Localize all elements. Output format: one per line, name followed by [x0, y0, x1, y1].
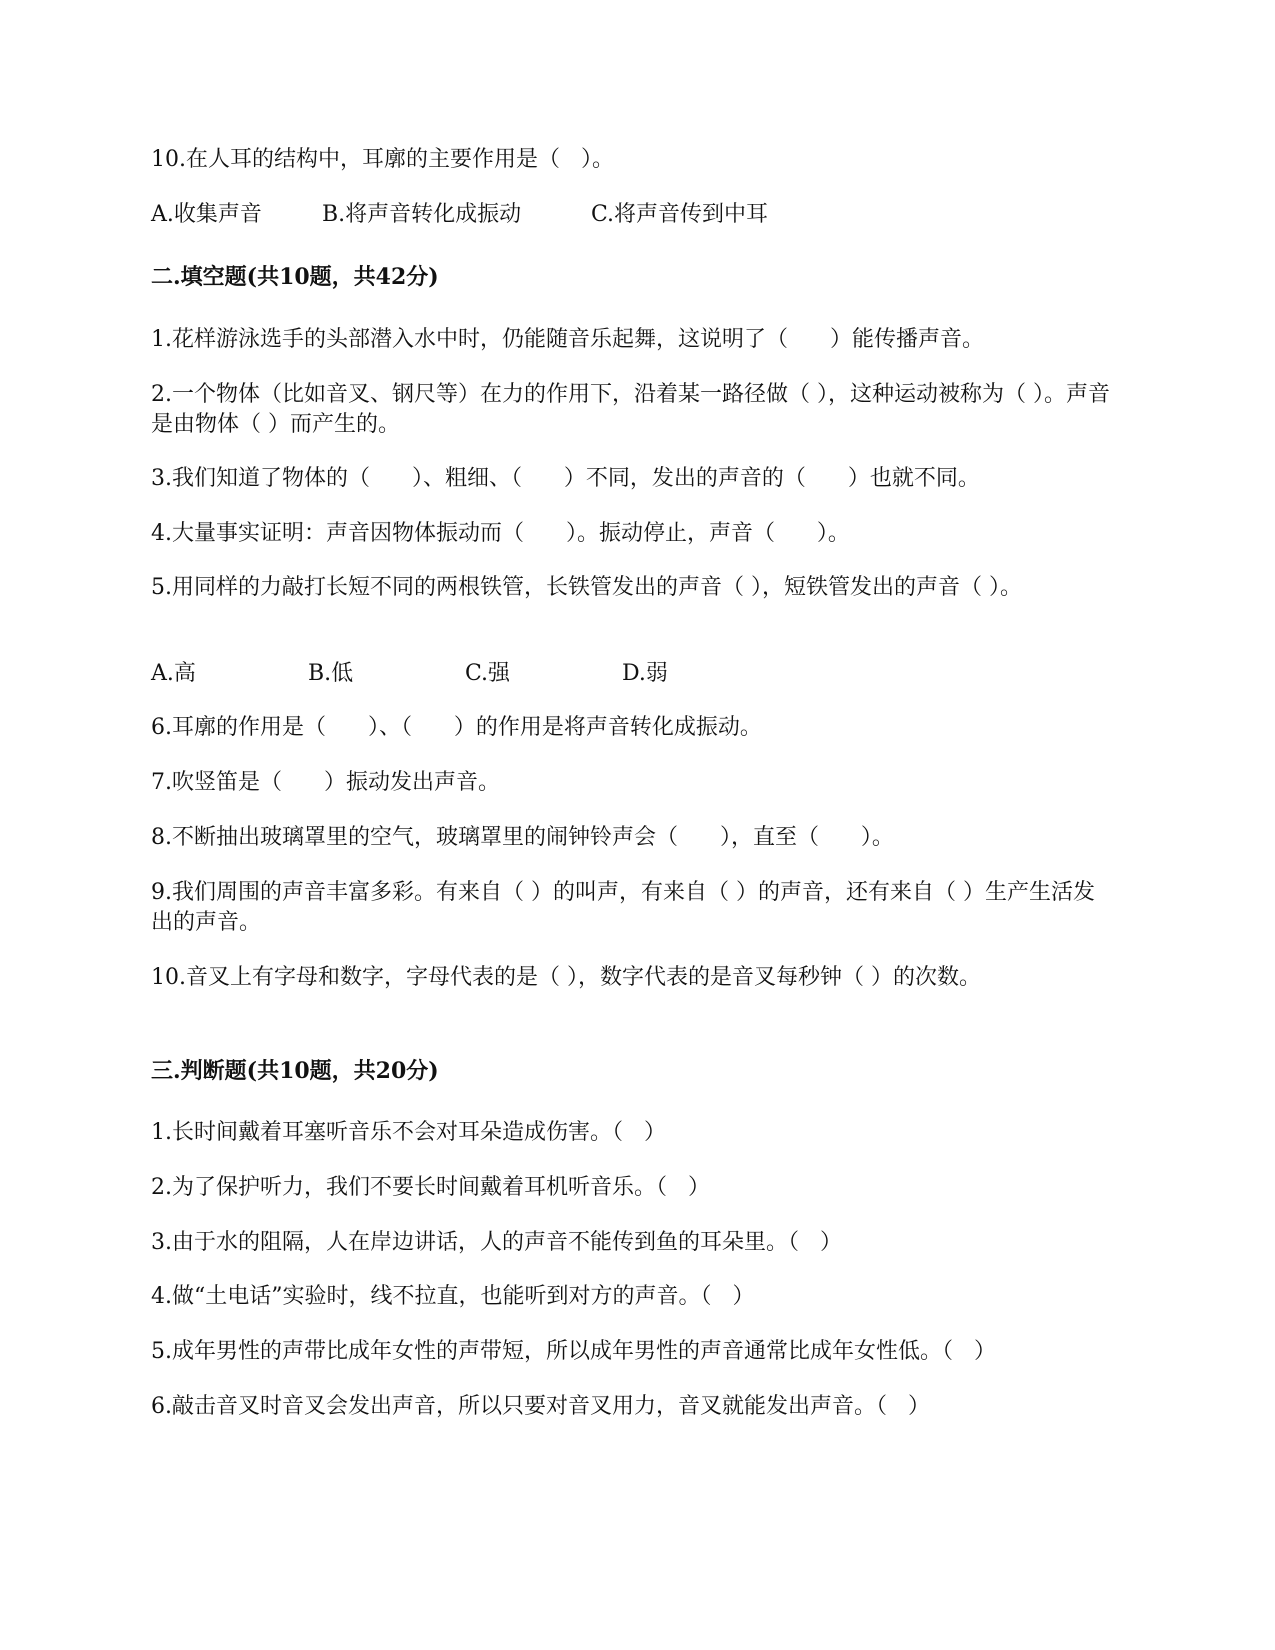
- fill-question-5: 5.用同样的力敲打长短不同的两根铁管，长铁管发出的声音（ ），短铁管发出的声音（ ）。: [151, 575, 1022, 600]
- fill-question-2: 2.一个物体（比如音叉、钢尺等）在力的作用下，沿着某一路径做（ ），这种运动被称为（ ）。声音是由物体（ ）而产生的。: [151, 382, 1110, 437]
- judge-question-1: 1.长时间戴着耳塞听音乐不会对耳朵造成伤害。（ ）: [151, 1120, 666, 1145]
- fill5-option-b: B.低: [308, 661, 354, 686]
- mc10-option-a: A.收集声音: [151, 202, 262, 227]
- judge-question-4: 4.做“土电话”实验时，线不拉直，也能听到对方的声音。（ ）: [151, 1284, 755, 1309]
- mc10-option-b: B.将声音转化成振动: [322, 202, 522, 227]
- mc-question-10: 10.在人耳的结构中，耳廓的主要作用是（ ）。: [151, 147, 614, 172]
- fill-question-3: 3.我们知道了物体的（ ）、粗细、（ ）不同，发出的声音的（ ）也就不同。: [151, 466, 980, 491]
- fill-question-6: 6.耳廓的作用是（ ）、（ ）的作用是将声音转化成振动。: [151, 715, 762, 740]
- fill-section-heading: 二.填空题(共10题，共42分): [151, 264, 439, 290]
- fill-question-10: 10.音叉上有字母和数字，字母代表的是（ ），数字代表的是音叉每秒钟（ ）的次数。: [151, 965, 981, 990]
- fill-question-8: 8.不断抽出玻璃罩里的空气，玻璃罩里的闹钟铃声会（ ），直至（ ）。: [151, 825, 894, 850]
- judge-section-heading: 三.判断题(共10题，共20分): [151, 1058, 439, 1084]
- fill-question-9: 9.我们周围的声音丰富多彩。有来自（ ）的叫声，有来自（ ）的声音，还有来自（ ）生产生活发出的声音。: [151, 880, 1095, 935]
- fill-question-4: 4.大量事实证明：声音因物体振动而（ ）。振动停止，声音（ ）。: [151, 521, 850, 546]
- fill5-option-a: A.高: [151, 661, 196, 686]
- judge-question-6: 6.敲击音叉时音叉会发出声音，所以只要对音叉用力，音叉就能发出声音。（ ）: [151, 1394, 930, 1419]
- judge-question-3: 3.由于水的阻隔，人在岸边讲话，人的声音不能传到鱼的耳朵里。（ ）: [151, 1230, 842, 1255]
- fill5-option-d: D.弱: [622, 661, 668, 686]
- mc10-option-c: C.将声音传到中耳: [591, 202, 769, 227]
- judge-question-5: 5.成年男性的声带比成年女性的声带短，所以成年男性的声音通常比成年女性低。（ ）: [151, 1339, 996, 1364]
- fill5-option-c: C.强: [465, 661, 511, 686]
- judge-question-2: 2.为了保护听力，我们不要长时间戴着耳机听音乐。（ ）: [151, 1175, 710, 1200]
- fill-question-7: 7.吹竖笛是（ ）振动发出声音。: [151, 770, 500, 795]
- fill-question-1: 1.花样游泳选手的头部潜入水中时，仍能随音乐起舞，这说明了（ ）能传播声音。: [151, 327, 984, 352]
